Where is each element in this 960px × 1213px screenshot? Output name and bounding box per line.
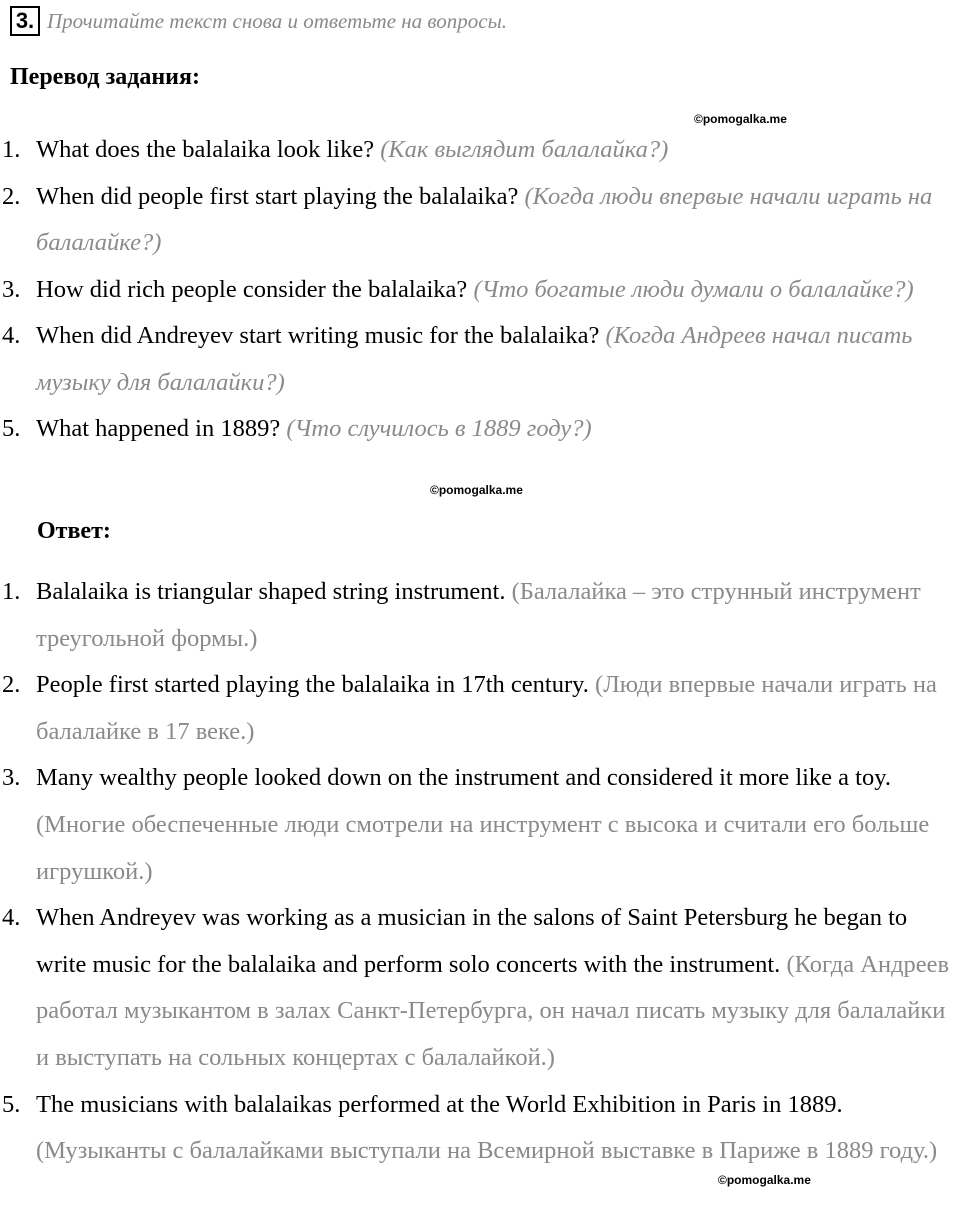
answer-en: People first started playing the balalaika in 17th century. [36, 671, 589, 699]
answer-ru: (Музыканты с балалайками выступали на Всемирной выставке в Париже в 1889 году.) [36, 1137, 938, 1165]
question-item [0, 313, 960, 406]
task-number: 3. [10, 6, 40, 36]
answer-ru: (Когда Андреев работал музыкантом в залах Санкт-Петербурга, он начал писать музыку для балалайки и выступать на сольных концертах с балалайкой.) [36, 950, 950, 1071]
question-item [0, 127, 960, 174]
question-number: 3. [2, 275, 21, 303]
question-ru: (Когда люди впервые начали играть на балалайке?) [36, 182, 933, 256]
task-header [10, 6, 507, 36]
answer-number: 5. [2, 1090, 21, 1118]
question-item [0, 406, 960, 453]
question-number: 2. [2, 182, 21, 210]
watermark: ©pomogalka.me [430, 483, 523, 497]
question-ru: (Что богатые люди думали о балалайке?) [473, 275, 914, 303]
answer-ru: (Многие обеспеченные люди смотрели на инструмент с высока и считали его больше игрушкой.) [36, 810, 930, 885]
question-ru: (Когда Андреев начал писать музыку для балалайки?) [36, 322, 913, 396]
answer-number: 4. [2, 904, 21, 932]
answer-ru: (Балалайка – это струнный инструмент треугольной формы.) [36, 578, 921, 652]
questions-list [0, 127, 960, 453]
question-en: When did people first start playing the balalaika? [36, 182, 519, 210]
answer-item [0, 895, 960, 1081]
question-number: 1. [2, 136, 21, 163]
answer-item [0, 569, 960, 662]
question-en: When did Andreyev start writing music for the balalaika? [36, 322, 600, 349]
answer-en: Many wealthy people looked down on the instrument and considered it more like a toy. [36, 764, 892, 792]
question-en: How did rich people consider the balalaika? [36, 275, 468, 303]
answer-number: 2. [2, 671, 21, 699]
question-ru: (Что случилось в 1889 году?) [286, 415, 592, 442]
watermark: ©pomogalka.me [694, 112, 787, 126]
answer-number: 1. [2, 578, 21, 605]
question-item [0, 267, 960, 314]
question-en: What happened in 1889? [36, 415, 281, 442]
task-instruction: Прочитайте текст снова и ответьте на вопросы. [47, 8, 508, 33]
answer-heading: Ответ: [37, 518, 111, 544]
question-item [0, 174, 960, 267]
question-ru: (Как выглядит балалайка?) [380, 136, 669, 163]
answer-item [0, 1082, 960, 1175]
answers-list [0, 569, 960, 1175]
answer-item [0, 755, 960, 895]
answer-ru: (Люди впервые начали играть на балалайке в 17 веке.) [36, 671, 937, 745]
question-number: 4. [2, 322, 21, 349]
answer-en: The musicians with balalaikas performed at the World Exhibition in Paris in 1889. [36, 1090, 843, 1118]
answer-item [0, 662, 960, 755]
translation-heading: Перевод задания: [10, 64, 200, 90]
watermark: ©pomogalka.me [718, 1173, 811, 1187]
answer-en: When Andreyev was working as a musician in the salons of Saint Petersburg he began to write music for the balalaika and perform solo concerts with the instrument. [36, 904, 908, 978]
question-en: What does the balalaika look like? [36, 136, 375, 163]
question-number: 5. [2, 415, 21, 442]
answer-number: 3. [2, 764, 21, 792]
answer-en: Balalaika is triangular shaped string instrument. [36, 578, 506, 605]
